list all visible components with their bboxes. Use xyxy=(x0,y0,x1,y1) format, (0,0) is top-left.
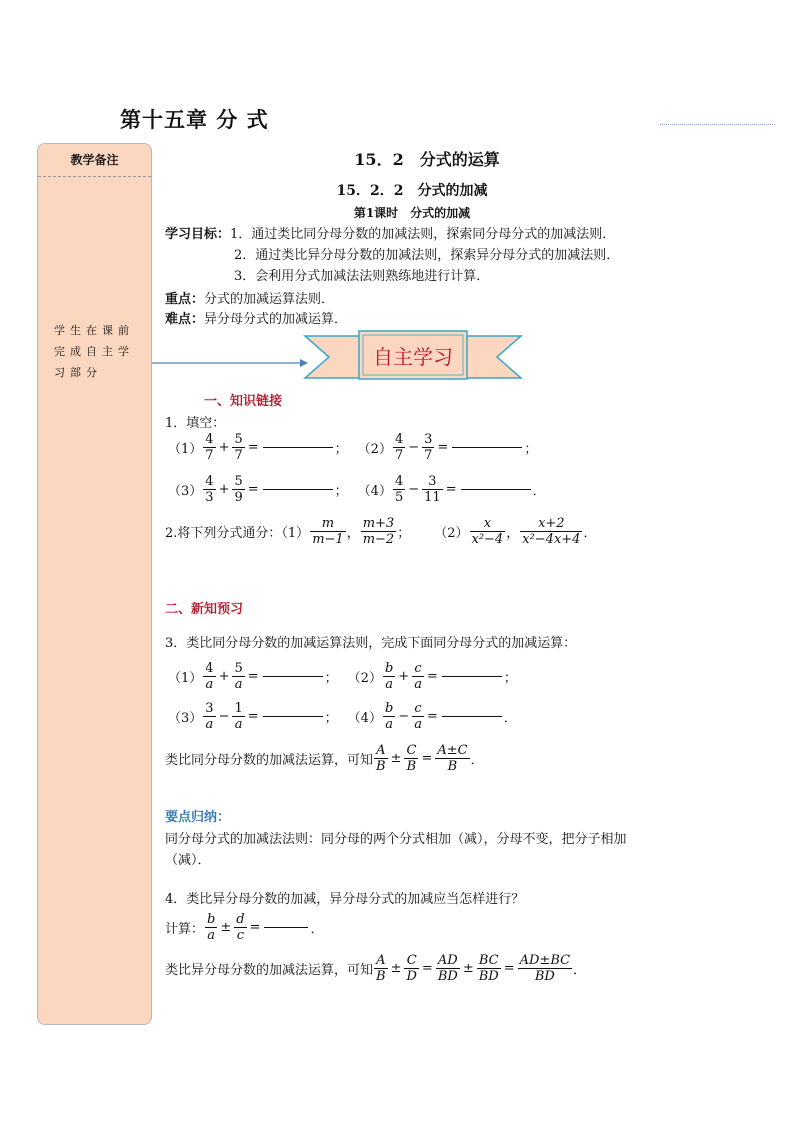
rule-line2: （减）． xyxy=(165,853,211,868)
q1-label: 1．填空： xyxy=(165,416,226,431)
analogy1-row: 类比同分母分数的加减法运算，可知 $\frac{A}{B}$ ± $\frac{C}{B}$ = $\frac{A\pm C}{B}$ ． xyxy=(165,743,484,774)
chapter-title: 第十五章 分 式 xyxy=(120,107,269,132)
arrow-right-icon xyxy=(150,358,310,368)
answer-blank[interactable] xyxy=(263,676,323,677)
subsection-title: 15．2．2 分式的加减 xyxy=(336,183,488,199)
answer-blank[interactable] xyxy=(263,447,333,448)
sidebar-header: 教学备注 xyxy=(38,144,151,177)
objective-1: 学习目标：1．通过类比同分母分数的加减法则，探索同分母分式的加减法则． xyxy=(165,227,616,242)
part1-heading: 一、知识链接 xyxy=(204,394,283,409)
answer-blank[interactable] xyxy=(263,489,333,490)
rule-line1: 同分母分式的加减法法则：同分母的两个分式相加（减），分母不变，把分子相加 xyxy=(165,832,627,847)
answer-blank[interactable] xyxy=(263,716,323,717)
teaching-notes-sidebar xyxy=(37,143,152,1025)
section-title: 15．2 分式的运算 xyxy=(354,150,500,169)
q3-row1: （1） $\frac{4}{a}$ + $\frac{5}{a}$ = ； （2） $\frac{b}{a}$ + $\frac{c}{a}$ = ； xyxy=(168,661,517,692)
q2-row: 2.将下列分式通分：（1） $\frac{m}{m-1}$ ， $\frac{m+3}{m-2}$ ； （2） $\frac{x}{\text{x²−4}}$ ， $\frac{x+2}{\text{x²−4x+4}}$ ． xyxy=(165,516,597,547)
q1-row1: （1） $\frac{4}{7}$ + $\frac{5}{7}$ = ； （2） $\frac{4}{7}$ − $\frac{3}{7}$ = ； xyxy=(168,432,538,463)
q3-row2: （3） $\frac{3}{a}$ − $\frac{1}{a}$ = ； （4） $\frac{b}{a}$ − $\frac{c}{a}$ = ． xyxy=(168,701,517,732)
answer-blank[interactable] xyxy=(442,716,502,717)
sidebar-note: 学生在课前完成自主学习部分 xyxy=(54,324,134,379)
objectives-label: 学习目标： xyxy=(165,227,231,242)
key-heading: 要点归纳： xyxy=(165,810,231,825)
q3-label: 3．类比同分母分数的加减运算法则，完成下面同分母分式的加减运算： xyxy=(165,636,577,651)
key-point: 重点：分式的加减运算法则． xyxy=(165,292,335,307)
difficulty: 难点：异分母分式的加减运算． xyxy=(165,312,348,327)
answer-blank[interactable] xyxy=(442,676,502,677)
banner-text: 自主学习 xyxy=(373,345,453,369)
answer-blank[interactable] xyxy=(461,489,531,490)
lesson-title: 第1课时 分式的加减 xyxy=(353,206,471,220)
header-divider xyxy=(660,124,775,125)
analogy2-row: 类比异分母分数的加减法运算，可知 $\frac{A}{B}$ ± $\frac{C}{D}$ = $\frac{AD}{BD}$ ± $\frac{BC}{BD}$ = $\frac{AD\pm BC}{BD}$ ． xyxy=(165,953,587,984)
q4-label: 4．类比异分母分数的加减，异分母分式的加减应当怎样进行？ xyxy=(165,892,525,907)
answer-blank[interactable] xyxy=(452,447,522,448)
objective-2: 2．通过类比异分母分数的加减法则，探索异分母分式的加减法则． xyxy=(234,248,620,263)
calc-row: 计算： $\frac{b}{a}$ ± $\frac{d}{c}$ = ． xyxy=(165,912,324,943)
answer-blank[interactable] xyxy=(264,927,308,928)
objective-3: 3．会利用分式加减法法则熟练地进行计算． xyxy=(234,269,490,284)
q1-row2: （3） $\frac{4}{3}$ + $\frac{5}{9}$ = ； （4） $\frac{4}{5}$ − $\frac{3}{11}$ = ． xyxy=(168,474,546,505)
part2-heading: 二、新知预习 xyxy=(165,602,244,617)
